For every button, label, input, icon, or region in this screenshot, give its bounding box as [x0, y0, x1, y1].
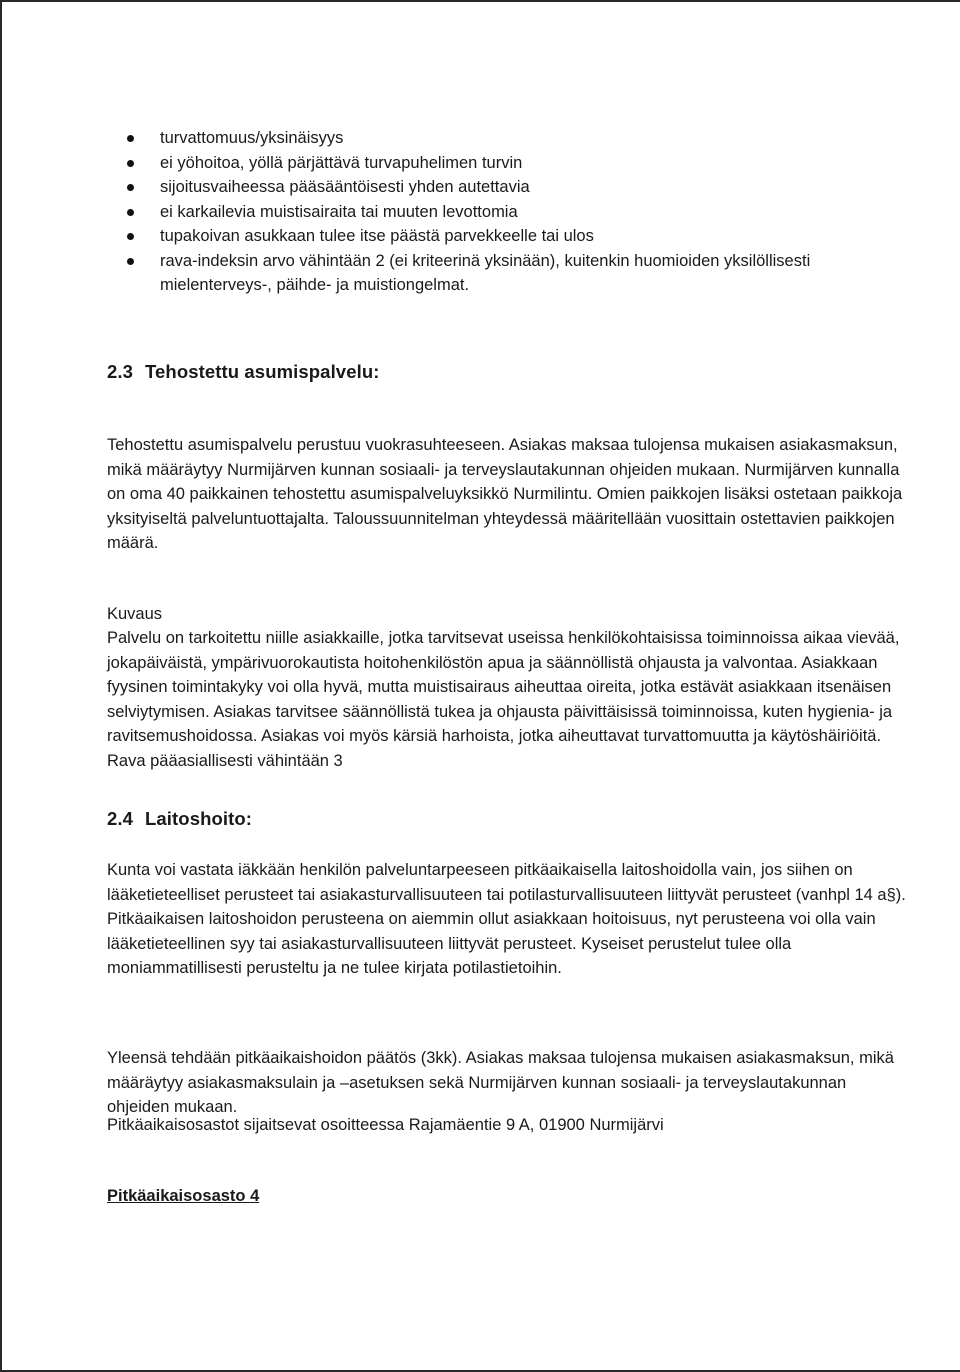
criteria-bullet-list	[127, 126, 907, 298]
section-number: 2.4	[107, 808, 134, 829]
bullet-icon	[127, 233, 134, 240]
paragraph-assisted-living: Tehostettu asumispalvelu perustuu vuokrasuhteeseen. Asiakas maksaa tulojensa mukaisen asiakasmaksun, mikä määräytyy Nurmijärven kunnan sosiaali- ja terveyslautakunnan ohjeiden mukaan. Nurmijärven kunnalla on oma 40 paikkainen tehostettu asumispalveluyksikkö Nurmilintu. Omien paikkojen lisäksi ostetaan paikkoja yksityiseltä palveluntuottajalta. Taloussuunnitelman yhteydessä määritellään vuosittain ostettavien paikkojen määrä.	[107, 436, 903, 552]
list-item: turvattomuus/yksinäisyys	[127, 126, 907, 151]
ward-subheading: Pitkäaikaisosasto 4	[107, 1187, 260, 1205]
paragraph-address: Pitkäaikaisosastot sijaitsevat osoitteessa Rajamäentie 9 A, 01900 Nurmijärvi	[107, 1116, 664, 1134]
description-heading: Kuvaus	[107, 605, 163, 623]
list-item: sijoitusvaiheessa pääsääntöisesti yhden autettavia	[127, 175, 907, 200]
section-heading-2-4	[107, 808, 252, 830]
bullet-icon	[127, 135, 134, 142]
scan-edge-top	[0, 0, 960, 2]
bullet-icon	[127, 258, 134, 265]
list-item: rava-indeksin arvo vähintään 2 (ei kriteerinä yksinään), kuitenkin huomioiden yksilöllisesti mielenterveys-, päihde- ja muistiongelmat.	[127, 249, 907, 298]
bullet-icon	[127, 184, 134, 191]
scan-edge-left	[0, 0, 2, 1372]
list-item: ei yöhoitoa, yöllä pärjättävä turvapuhelimen turvin	[127, 151, 907, 176]
section-heading-2-3	[107, 361, 379, 383]
paragraph-institutional-care: Kunta voi vastata iäkkään henkilön palveluntarpeeseen pitkäaikaisella laitoshoidolla vain, jos siihen on lääketieteelliset perusteet tai asiakasturvallisuuteen tai potilasturvallisuuteen liittyvät perusteet (vanhpl 14 a§). Pitkäaikaisen laitoshoidon perusteena on aiemmin ollut asiakkaan hoitoisuus, nyt perusteena voi olla vain lääketieteellinen syy tai asiakasturvallisuuteen liittyvät perusteet. Kyseiset perustelut tulee olla moniammatillisesti perusteltu ja ne tulee kirjata potilastietoihin.	[107, 861, 906, 977]
section-title: Laitoshoito:	[145, 808, 253, 829]
paragraph-description: Palvelu on tarkoitettu niille asiakkaille, jotka tarvitsevat useissa henkilökohtaisissa toiminnoissa aikaa vievää, jokapäiväistä, ympärivuorokautista hoitohenkilöstön apua ja säännöllistä ohjausta ja valvontaa. Asiakkaan fyysinen toimintakyky voi olla hyvä, mutta muistisairaus aiheuttaa oireita, jotka estävät asiakkaan itsenäisen selviytymisen. Asiakas tarvitsee säännöllistä tukea ja ohjausta päivittäisissä toiminnoissa, kuten hygienia- ja ravitsemushoidossa. Asiakas voi myös kärsiä harhoista, jotka aiheuttavat turvattomuutta ja käytöshäiriöitä. Rava pääasiallisesti vähintään 3	[107, 629, 900, 770]
section-number: 2.3	[107, 361, 134, 382]
list-item: ei karkailevia muistisairaita tai muuten levottomia	[127, 200, 907, 225]
section-title: Tehostettu asumispalvelu:	[145, 361, 380, 382]
bullet-icon	[127, 160, 134, 167]
list-item: tupakoivan asukkaan tulee itse päästä parvekkeelle tai ulos	[127, 224, 907, 249]
paragraph-long-term-decision: Yleensä tehdään pitkäaikaishoidon päätös (3kk). Asiakas maksaa tulojensa mukaisen asiakasmaksun, mikä määräytyy asiakasmaksulain ja –asetuksen sekä Nurmijärven kunnan sosiaali- ja terveyslautakunnan ohjeiden mukaan.	[107, 1049, 894, 1116]
bullet-icon	[127, 209, 134, 216]
